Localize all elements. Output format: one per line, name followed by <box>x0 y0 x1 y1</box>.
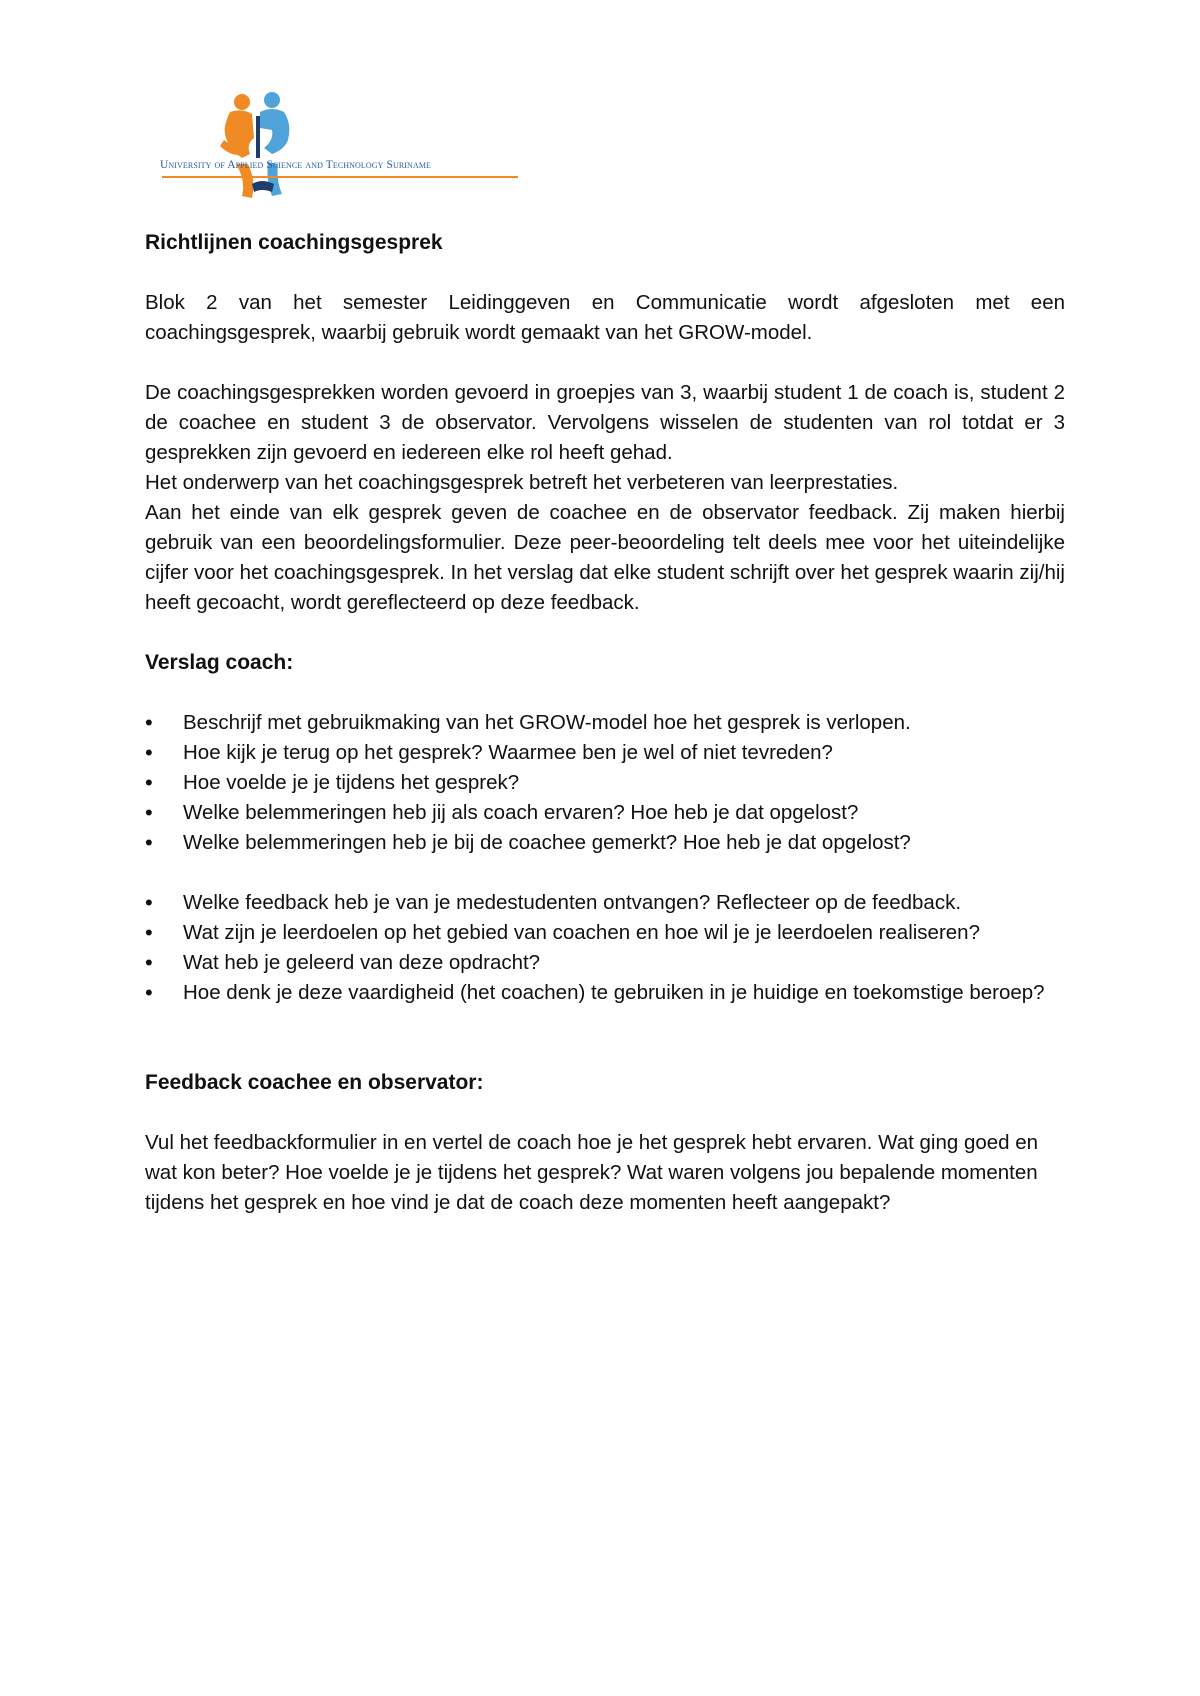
logo-underline <box>162 176 518 178</box>
list-item: • Welke belemmeringen heb jij als coach ervaren? Hoe heb je dat opgelost? <box>145 798 1065 828</box>
logo-text: University of Applied Science and Technology Suriname <box>160 159 432 171</box>
coach-questions-list-a <box>145 708 1065 858</box>
list-item: • Beschrijf met gebruikmaking van het GROW-model hoe het gesprek is verlopen. <box>145 708 1065 738</box>
list-item: • Wat zijn je leerdoelen op het gebied van coachen en hoe wil je je leerdoelen realiseren? <box>145 918 1065 948</box>
list-item: • Wat heb je geleerd van deze opdracht? <box>145 948 1065 978</box>
feedback-paragraph: Aan het einde van elk gesprek geven de coachee en de observator feedback. Zij maken hierbij gebruik van een beoordelingsformulier. Deze peer-beoordeling telt deels mee voor het uiteindelijke cijfer voor het coachingsgesprek. In het verslag dat elke student schrijft over het gesprek waarin zij/hij heeft gecoacht, wordt gereflecteerd op deze feedback. <box>145 501 1065 614</box>
university-logo <box>160 88 520 208</box>
topic-paragraph: Het onderwerp van het coachingsgesprek betreft het verbeteren van leerprestaties. <box>145 471 899 494</box>
list-item: • Hoe kijk je terug op het gesprek? Waarmee ben je wel of niet tevreden? <box>145 738 1065 768</box>
list-item: • Welke belemmeringen heb je bij de coachee gemerkt? Hoe heb je dat opgelost? <box>145 828 1065 858</box>
document-body <box>145 228 1065 1218</box>
list-item: • Welke feedback heb je van je medestudenten ontvangen? Reflecteer op de feedback. <box>145 888 1065 918</box>
heading-report-coach: Verslag coach: <box>145 651 294 674</box>
heading-feedback: Feedback coachee en observator: <box>145 1071 484 1094</box>
figures-logo-icon <box>212 88 302 206</box>
groups-paragraph: De coachingsgesprekken worden gevoerd in groepjes van 3, waarbij student 1 de coach is, student 2 de coachee en student 3 de observator. Vervolgens wisselen de studenten van rol totdat er 3 gesprekken zijn gevoerd en iedereen elke rol heeft gehad. <box>145 381 1065 464</box>
intro-paragraph: Blok 2 van het semester Leidinggeven en Communicatie wordt afgesloten met een coachingsgesprek, waarbij gebruik wordt gemaakt van het GROW-model. <box>145 291 1065 344</box>
list-item: • Hoe voelde je je tijdens het gesprek? <box>145 768 1065 798</box>
list-item: • Hoe denk je deze vaardigheid (het coachen) te gebruiken in je huidige en toekomstige beroep? <box>145 978 1065 1008</box>
coach-questions-list-b <box>145 888 1065 1008</box>
heading-guidelines: Richtlijnen coachingsgesprek <box>145 231 443 254</box>
feedback-instructions: Vul het feedbackformulier in en vertel de coach hoe je het gesprek hebt ervaren. Wat ging goed en wat kon beter? Hoe voelde je je tijdens het gesprek? Wat waren volgens jou bepalende momenten tijdens het gesprek en hoe vind je dat de coach deze momenten heeft aangepakt? <box>145 1131 1039 1214</box>
